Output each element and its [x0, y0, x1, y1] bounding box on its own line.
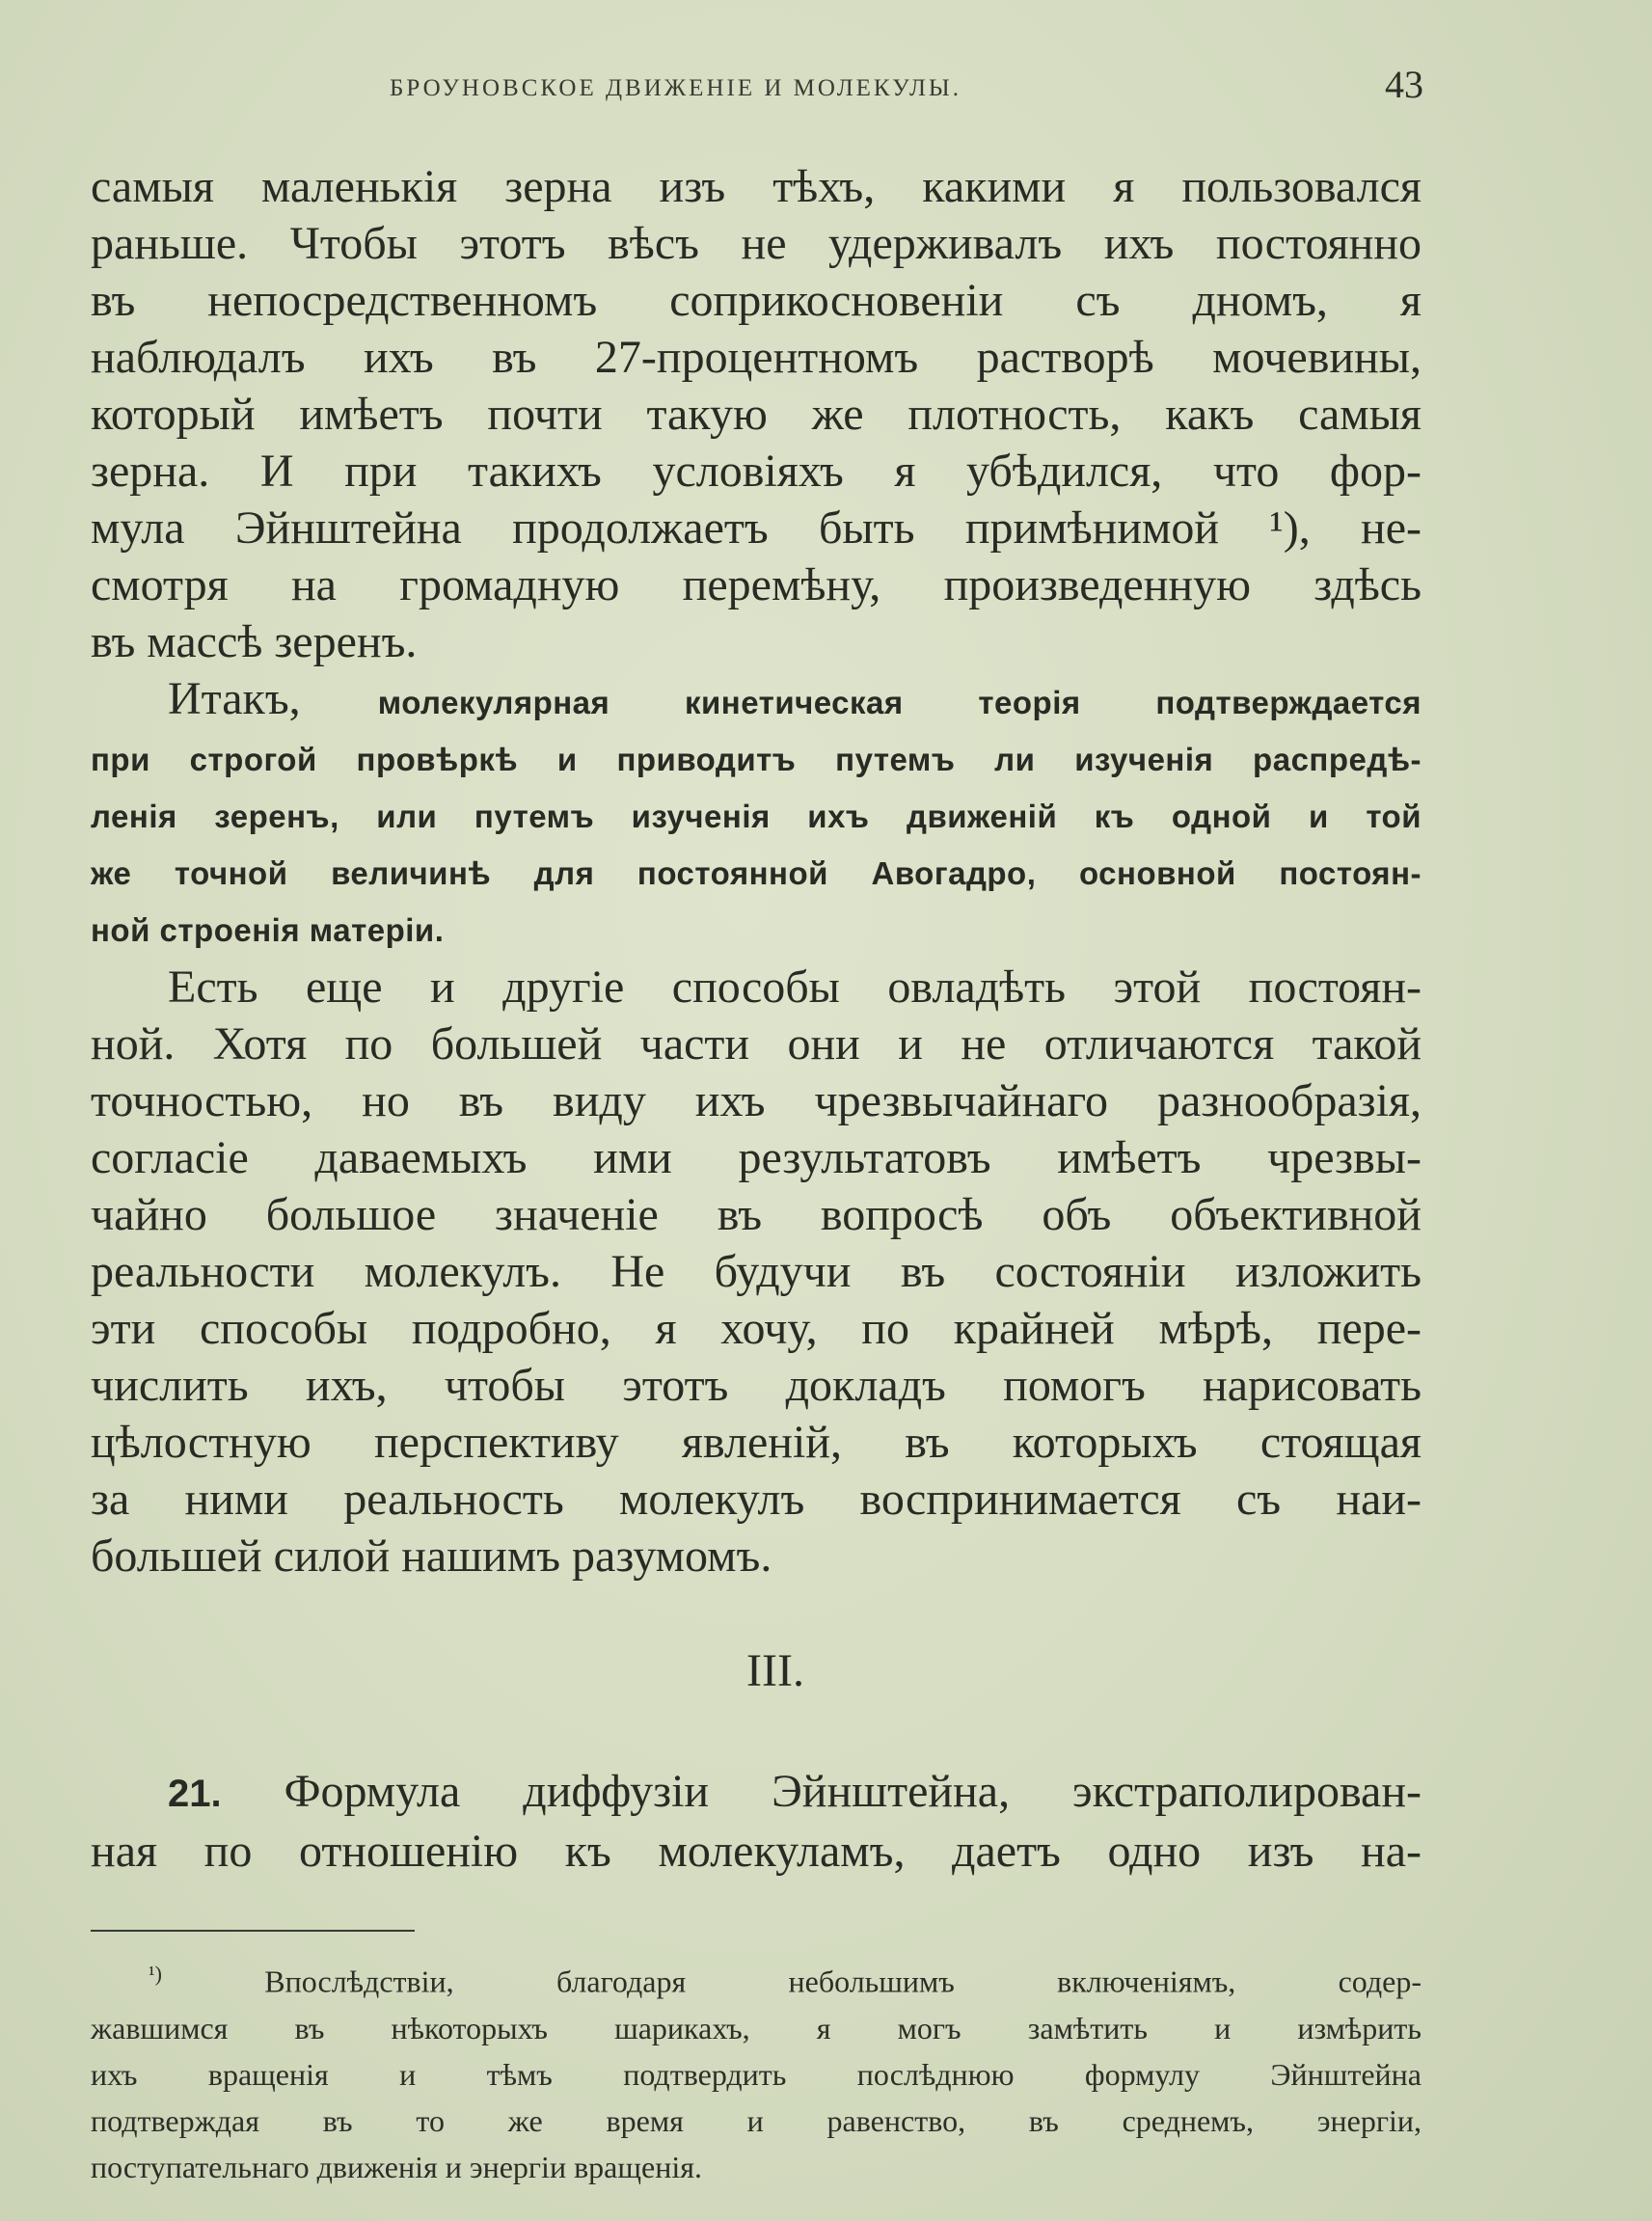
- text-line: [91, 670, 1422, 731]
- footnote-line: подтверждая въ то же время и равенство, въ среднемъ, энергіи,: [91, 2102, 1422, 2138]
- text-line: ной. Хотя по большей части они и не отличаются такой: [91, 1018, 1422, 1070]
- text-line: цѣлостную перспективу явленій, въ которыхъ стоящая: [91, 1417, 1422, 1468]
- footnote-line: [91, 1951, 1422, 2005]
- text-line: ная по отношенію къ молекуламъ, даетъ одно изъ на-: [91, 1826, 1422, 1877]
- book-page: [91, 58, 1422, 2190]
- text-line: въ непосредственномъ соприкосновеніи съ дномъ, я: [91, 275, 1422, 326]
- paragraph-other-methods: [91, 959, 1422, 1584]
- emphasis-line: при строгой провѣркѣ и приводитъ путемъ ли изученія распредѣ-: [91, 742, 1422, 777]
- text-fragment: Формула диффузіи Эйнштейна, экстраполирован-: [284, 1766, 1422, 1817]
- emphasis-line: ленія зеренъ, или путемъ изученія ихъ движеній къ одной и той: [91, 799, 1422, 834]
- text-line: зерна. И при такихъ условіяхъ я убѣдился, что фор-: [91, 446, 1422, 497]
- paragraph-conclusion: [91, 670, 1422, 959]
- text-line: чайно большое значеніе въ вопросѣ объ объективной: [91, 1189, 1422, 1240]
- text-line: который имѣетъ почти такую же плотность, какъ самыя: [91, 389, 1422, 440]
- section-heading: III.: [746, 1645, 804, 1696]
- text-line: наблюдалъ ихъ въ 27-процентномъ растворѣ мочевины,: [91, 332, 1422, 383]
- page-number: 43: [1385, 63, 1423, 106]
- text-line: точностью, но въ виду ихъ чрезвычайнаго разнообразія,: [91, 1075, 1422, 1126]
- footnote-text: Впослѣдствіи, благодаря небольшимъ включеніямъ, содер-: [264, 1964, 1422, 1999]
- paragraph-lead: Итакъ,: [168, 673, 301, 724]
- emphasis-line: же точной величинѣ для постоянной Авогадро, основной постоян-: [91, 855, 1422, 891]
- text-line: [91, 1763, 1422, 1823]
- paragraph-continuation: [91, 158, 1422, 670]
- paragraph-21: [91, 1763, 1422, 1880]
- footnote-divider: [91, 1930, 415, 1932]
- body-text: [91, 158, 1422, 1880]
- footnote-line: поступательнаго движенія и энергіи вращенія.: [91, 2149, 702, 2184]
- running-head: [91, 58, 1422, 116]
- footnote-line: ихъ вращенія и тѣмъ подтвердить послѣднюю формулу Эйнштейна: [91, 2056, 1422, 2092]
- text-line: согласіе даваемыхъ ими результатовъ имѣетъ чрезвы-: [91, 1132, 1422, 1183]
- footnote-line: жавшимся въ нѣкоторыхъ шарикахъ, я могъ замѣтить и измѣрить: [91, 2010, 1422, 2045]
- text-line: числить ихъ, чтобы этотъ докладъ помогъ нарисовать: [91, 1360, 1422, 1411]
- text-line: самыя маленькія зерна изъ тѣхъ, какими я пользовался: [91, 161, 1422, 212]
- running-title: БРОУНОВСКОЕ ДВИЖЕНІЕ И МОЛЕКУЛЫ.: [390, 75, 961, 101]
- text-line: раньше. Чтобы этотъ вѣсъ не удерживалъ ихъ постоянно: [91, 218, 1422, 269]
- text-line: мула Эйнштейна продолжаетъ быть примѣнимой ¹), не-: [91, 502, 1422, 554]
- text-line: за ними реальность молекулъ воспринимается съ наи-: [91, 1474, 1422, 1525]
- text-line: большей силой нашимъ разумомъ.: [91, 1530, 772, 1582]
- emphasis-line: ной строенія матеріи.: [91, 912, 445, 948]
- emphasis-text: молекулярная кинетическая теорія подтверждается: [377, 685, 1422, 720]
- footnote: [91, 1951, 1422, 2190]
- text-line: эти способы подробно, я хочу, по крайней мѣрѣ, пере-: [91, 1303, 1422, 1354]
- paragraph-number: 21.: [168, 1773, 222, 1815]
- text-line: смотря на громадную перемѣну, произведенную здѣсь: [91, 559, 1422, 610]
- text-line: въ массѣ зеренъ.: [91, 616, 418, 667]
- footnote-marker: ¹): [149, 1962, 162, 1986]
- text-line: Есть еще и другіе способы овладѣть этой постоян-: [168, 962, 1422, 1013]
- text-line: реальности молекулъ. Не будучи въ состояніи изложить: [91, 1246, 1422, 1297]
